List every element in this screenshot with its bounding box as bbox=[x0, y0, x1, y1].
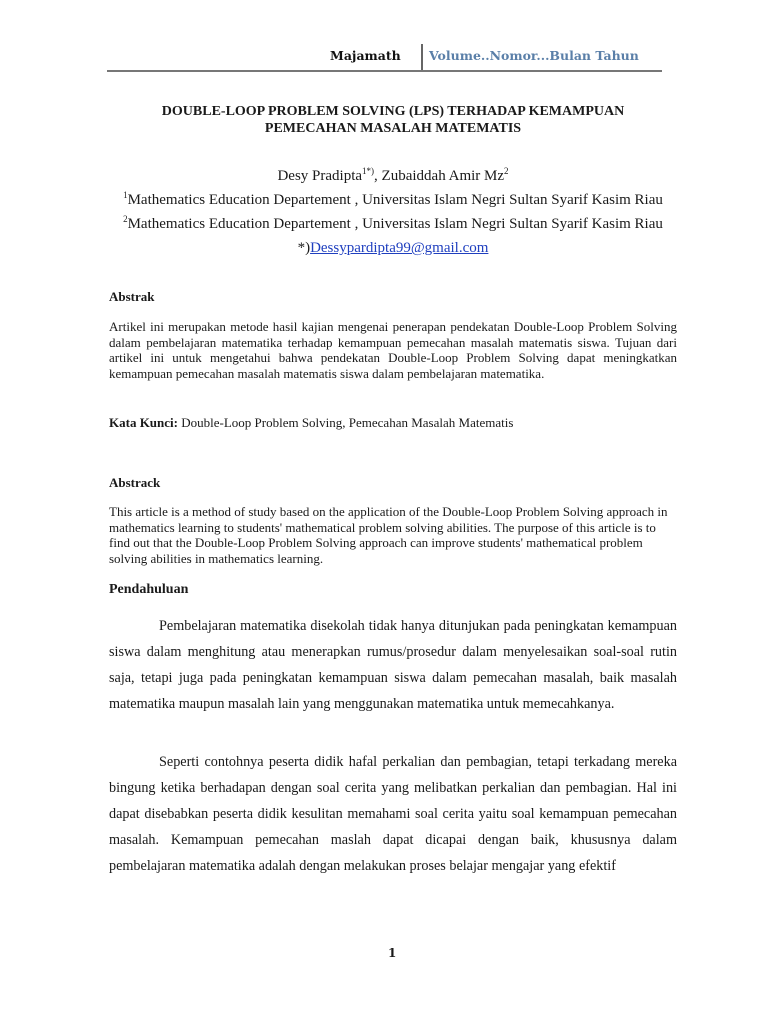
paragraph-2-text: Seperti contohnya peserta didik hafal perkalian dan pembagian, tetapi terkadang mereka bingung ketika berhadapan dengan soal cerita yang melibatkan perkalian dan pembagian. Hal ini dapat disebabkan peserta didik kesulitan memahami soal cerita yaitu soal kemampuan pemecahan masalah. Kemampuan pemecahan maslah dapat dicapai dengan baik, khususnya dalam pembelajaran matematika adalah dengan melakukan proses belajar mengajar yang efektif bbox=[109, 754, 677, 874]
author-separator: , bbox=[374, 168, 382, 184]
abstract-en-text: This article is a method of study based on the application of the Double-Loop Problem Solving approach in mathematics learning to students' mathematical problem solving abilities. The purpose of this article is to find out that the Double-Loop Problem Solving approach can improve students' mathematical problem solving abilities in mathematics learning. bbox=[109, 504, 668, 566]
pendahuluan-heading: Pendahuluan bbox=[109, 582, 189, 597]
author-1: Desy Pradipta bbox=[277, 168, 363, 184]
email-prefix: *) bbox=[297, 240, 311, 256]
affiliation-2-mark: 2 bbox=[123, 214, 128, 224]
corresponding-email bbox=[100, 240, 686, 257]
author-1-affil-mark: 1*) bbox=[362, 166, 375, 176]
keywords bbox=[109, 415, 513, 431]
paper-title bbox=[100, 103, 686, 137]
author-2-affil-mark: 2 bbox=[504, 166, 509, 176]
abstrak-heading: Abstrak bbox=[109, 289, 155, 304]
page-number: 1 bbox=[388, 946, 397, 960]
affiliation-2 bbox=[100, 216, 686, 233]
volume-info: Volume..Nomor...Bulan Tahun bbox=[429, 48, 639, 63]
running-header bbox=[0, 0, 768, 75]
abstrak-text: Artikel ini merupakan metode hasil kajian mengenai penerapan pendekatan Double-Loop Problem Solving dalam pembelajaran matematika terhadap kemampuan pemecahan masalah matematis siswa. Tujuan dari artikel ini untuk mengetahui bahwa pendekatan Double-Loop Problem Solving dapat meningkatkan kemampuan pemecahan masalah matematis siswa dalam pembelajaran matematika. bbox=[109, 319, 677, 381]
keywords-label: Kata Kunci: bbox=[109, 415, 178, 430]
title-line-2: PEMECAHAN MASALAH MATEMATIS bbox=[264, 121, 522, 136]
affiliation-1-mark: 1 bbox=[123, 190, 128, 200]
author-2: Zubaiddah Amir Mz bbox=[381, 168, 505, 184]
author-list bbox=[100, 168, 686, 185]
abstract-en-heading: Abstrack bbox=[109, 475, 161, 490]
keywords-text: Double-Loop Problem Solving, Pemecahan Masalah Matematis bbox=[177, 415, 514, 430]
header-divider bbox=[421, 44, 423, 72]
journal-name: Majamath bbox=[330, 48, 401, 63]
affiliation-2-text: Mathematics Education Departement , Universitas Islam Negri Sultan Syarif Kasim Riau bbox=[127, 216, 663, 232]
title-line-1: DOUBLE-LOOP PROBLEM SOLVING (LPS) TERHADAP KEMAMPUAN bbox=[161, 104, 625, 119]
header-rule bbox=[107, 70, 662, 72]
body-paragraph-2 bbox=[109, 749, 677, 879]
affiliation-1 bbox=[100, 192, 686, 209]
paragraph-1-text: Pembelajaran matematika disekolah tidak hanya ditunjukan pada peningkatan kemampuan siswa dalam menghitung atau menerapkan rumus/prosedur dalam menyelesaikan soal-soal rutin saja, tetapi juga pada peningkatan kemampuan siswa dalam pemecahan masalah, baik masalah matematika maupun masalah lain yang menggunakan matematika untuk memecahkanya. bbox=[109, 618, 677, 712]
body-paragraph-1 bbox=[109, 613, 677, 717]
affiliation-1-text: Mathematics Education Departement , Universitas Islam Negri Sultan Syarif Kasim Riau bbox=[127, 192, 663, 208]
email-link[interactable]: Dessypardipta99@gmail.com bbox=[310, 240, 489, 256]
